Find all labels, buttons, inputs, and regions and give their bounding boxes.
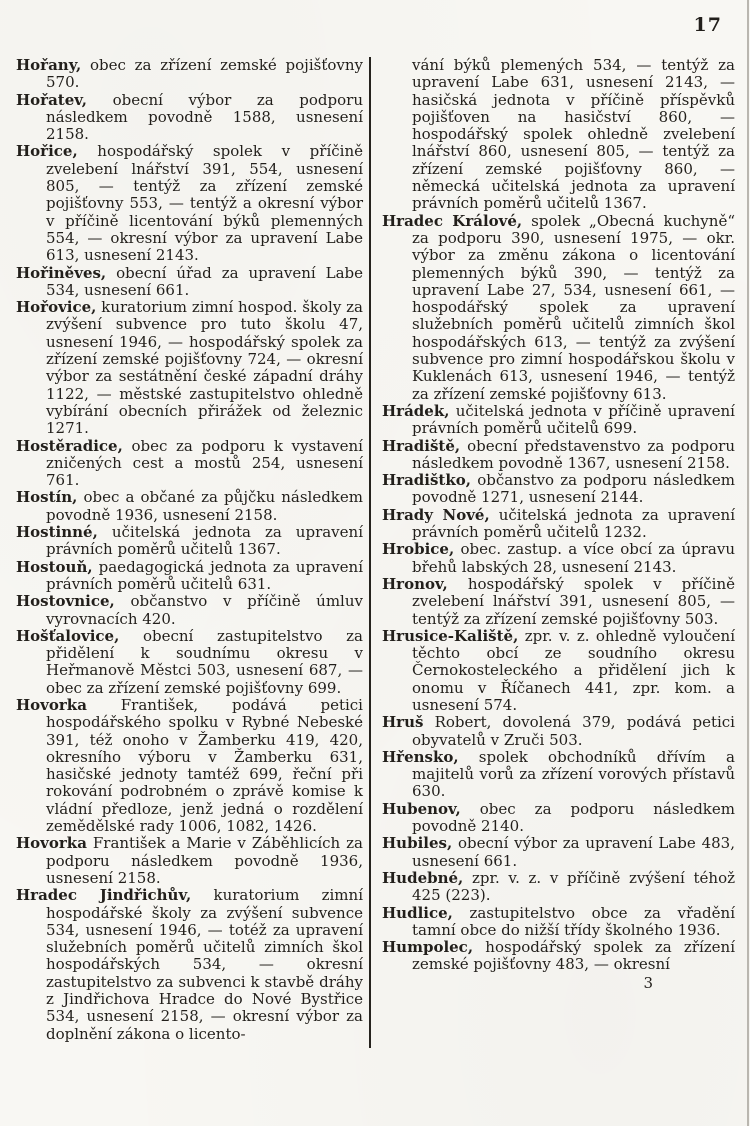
entry-text: obec a občané za půjčku následkem povodně 1936, usnesení 2158. <box>46 488 363 524</box>
entry-text: obec. zastup. a více obcí za úpravu břehů labských 28, usnesení 2143. <box>412 540 735 576</box>
entry-text: občanstvo za podporu následkem povodně 1271, usnesení 2144. <box>412 471 735 507</box>
entry-text: učitelská jednota v příčině upravení právních poměrů učitelů 699. <box>412 401 735 438</box>
entry-term: Hrádek, <box>382 401 450 420</box>
index-entry <box>16 697 363 835</box>
entry-term: Hrady Nové, <box>382 505 490 524</box>
page-number: 17 <box>693 14 722 36</box>
entry-continuation-text: vání býků plemených 534, — tentýž za upravení Labe 631, usnesení 2143, — hasičská jednota v příčině příspěvků pojišťoven na hasičství 860, — hospodářský spolek ohledně zvelebení lnářství 860, usnesení 805, — tentýž za zřízení zemské pojišťovny 860, — německá učitelská jednota za upravení právních poměrů učitelů 1367. <box>412 56 735 213</box>
entry-term: Hřensko, <box>382 747 459 766</box>
index-entry <box>16 92 363 144</box>
entry-text: učitelská jednota za upravení právních poměrů učitelů 1232. <box>412 505 735 542</box>
entry-text: obec za zřízení zemské pojišťovny 570. <box>46 56 363 92</box>
left-column <box>16 57 363 1043</box>
entry-text: František a Marie v Záběhlicích za podporu následkem povodně 1936, usnesení 2158. <box>46 834 363 887</box>
index-entry <box>16 524 363 559</box>
index-entry <box>382 403 735 438</box>
entry-text: obecní úřad za upravení Labe 534, usnesení 661. <box>46 263 363 299</box>
entry-term: Hruš <box>382 713 424 732</box>
entry-term: Hudebné, <box>382 868 464 887</box>
index-entry <box>16 593 363 628</box>
entry-term: Hudlice, <box>382 903 453 922</box>
entry-text: obec za podporu následkem povodně 2140. <box>412 799 735 836</box>
entry-text: Robert, dovolená 379, podává petici obyvatelů v Zruči 503. <box>412 713 735 749</box>
entry-term: Hovorka <box>16 834 87 853</box>
entry-text: obecní výbor za upravení Labe 483, usnesení 661. <box>412 834 735 870</box>
scan-page-edge <box>747 0 749 1126</box>
entry-text: hospodářský spolek za zřízení zemské pojišťovny 483, — okresní <box>412 938 735 974</box>
entry-term: Hradec Jindřichův, <box>16 886 192 905</box>
index-entry <box>382 507 735 542</box>
index-entry <box>382 541 735 576</box>
index-entry <box>16 489 363 524</box>
entry-term: Hradec Králové, <box>382 211 523 230</box>
index-entry <box>16 265 363 300</box>
entry-term: Hrusice-Kaliště, <box>382 626 519 645</box>
entry-term: Hošťalovice, <box>16 626 120 645</box>
entry-text: hospodářský spolek v příčině zvelebení lnářství 391, usnesení 805, — tentýž za zřízení zemské pojišťovny 503. <box>412 574 735 628</box>
index-entry <box>382 749 735 801</box>
entry-term: Hořice, <box>16 142 78 161</box>
entry-text: učitelská jednota za upravení právních poměrů učitelů 1367. <box>46 523 363 559</box>
entry-text: občanstvo v příčině úmluv vyrovnacích 420. <box>46 592 363 628</box>
index-entry <box>16 887 363 1043</box>
entry-term: Hořany, <box>16 56 82 74</box>
entry-text: obecní představenstvo za podporu následkem povodně 1367, usnesení 2158. <box>412 436 735 472</box>
entry-text: hospodářský spolek v příčině zvelebení lnářství 391, 554, usnesení 805, — tentýž za zřízení zemské pojišťovny 553, — tentýž a okresní výbor v příčině licentování býků plemenných 554, — okresní výbor za upravení Labe 613, usnesení 2143. <box>46 142 363 265</box>
index-entry <box>382 835 735 870</box>
entry-term: Hostěradice, <box>16 436 123 455</box>
index-entry <box>16 835 363 887</box>
entry-term: Hronov, <box>382 574 448 593</box>
entry-text: spolek obchodníků dřívím a majitelů vorů za zřízení vorových přístavů 630. <box>412 747 735 801</box>
entry-text: zastupitelstvo obce za vřadění tamní obce do nižší třídy školného 1936. <box>412 903 735 939</box>
entry-term: Humpolec, <box>382 938 474 957</box>
entry-text: obec za podporu k vystavení zničených cest a mostů 254, usnesení 761. <box>46 436 363 490</box>
entry-term: Hostinné, <box>16 523 98 542</box>
index-entry <box>16 143 363 264</box>
index-entry <box>16 628 363 697</box>
entry-text: obecní zastupitelstvo za přidělení k soudnímu okresu v Heřmanově Městci 503, usnesení 687, — obec za zřízení zemské pojišťovny 699. <box>46 626 363 697</box>
entry-text: spolek „Obecná kuchyně“ za podporu 390, usnesení 1975, — okr. výbor za změnu zákona o licentování plemenných býků 390, — tentýž za upravení Labe 27, 534, usnesení 661, — hospodářský spolek za upravení služebních poměrů učitelů zimních škol hospodářských 613, — tentýž za zvýšení subvence pro zimní hospodářskou školu v Kuklenách 613, usnesení 1946, — tentýž za zřízení zemské pojišťovny 613. <box>412 211 735 403</box>
left-entry-list <box>16 57 363 1043</box>
index-entry <box>382 905 735 940</box>
entry-term: Hrobice, <box>382 540 455 559</box>
entry-term: Hradištko, <box>382 471 471 490</box>
index-entry <box>382 438 735 473</box>
entry-term: Hostouň, <box>16 557 93 576</box>
right-entry-list <box>382 213 735 974</box>
entry-term: Hubenov, <box>382 799 461 818</box>
index-entry <box>382 576 735 628</box>
entry-text: obecní výbor za podporu následkem povodně 1588, usnesení 2158. <box>46 90 363 144</box>
signature-mark: 3 <box>643 973 653 992</box>
entry-term: Hradiště, <box>382 436 461 455</box>
index-entry <box>382 628 735 714</box>
entry-term: Hořiněves, <box>16 263 107 282</box>
index-entry <box>16 299 363 437</box>
index-entry <box>382 472 735 507</box>
index-entry <box>382 714 735 749</box>
index-entry <box>382 939 735 974</box>
entry-term: Hořatev, <box>16 90 87 109</box>
column-divider-rule <box>369 57 371 1048</box>
entry-term: Hostín, <box>16 488 78 507</box>
entry-text: kuratorium zimní hospod. školy za zvýšení subvence pro tuto školu 47, usnesení 1946, — hospodářský spolek za zřízení zemské pojišťovny 724, — okresní výbor za sestátnění české západní dráhy 1122, — městské zastupitelstvo ohledně vybírání obecních přirážek od železnic 1271. <box>46 298 363 438</box>
entry-term: Hovorka <box>16 695 87 714</box>
index-entry <box>382 870 735 905</box>
index-entry <box>382 213 735 403</box>
index-columns <box>16 57 735 1048</box>
entry-term: Hořovice, <box>16 298 97 317</box>
right-column <box>382 57 735 992</box>
entry-term: Hostovnice, <box>16 592 115 611</box>
index-entry <box>16 559 363 594</box>
entry-text: paedagogická jednota za upravení právních poměrů učitelů 631. <box>46 557 363 593</box>
index-entry <box>382 801 735 836</box>
index-entry <box>16 438 363 490</box>
entry-text: kuratorium zimní hospodářské školy za zvýšení subvence 534, usnesení 1946, — totéž za upravení služebních poměrů učitelů zimních škol hospodářských 534, — okresní zastupitelstvo za subvenci k stavbě dráhy z Jindřichova Hradce do Nové Bystřice 534, usnesení 2158, — okresní výbor za doplnění zákona o licento- <box>46 886 363 1043</box>
entry-text: zpr. v. z. ohledně vyloučení těchto obcí ze soudního okresu Černokosteleckého a přidělení jich k onomu v Říčanech 441, zpr. kom. a usnesení 574. <box>412 626 735 714</box>
index-entry <box>16 57 363 92</box>
entry-text: František, podává petici hospodářského spolku v Rybné Nebeské 391, též onoho v Žamberku 419, 420, okresního výboru v Žamberku 631, hasičské jednoty tamtéž 699, řeční při rokování podrobném o zprávě komise k vládní předloze, jenž jedná o rozdělení zemědělské rady 1006, 1082, 1426. <box>46 695 363 836</box>
entry-term: Hubiles, <box>382 834 453 853</box>
entry-text: zpr. v. z. v příčině zvýšení téhož 425 (223). <box>412 868 735 905</box>
